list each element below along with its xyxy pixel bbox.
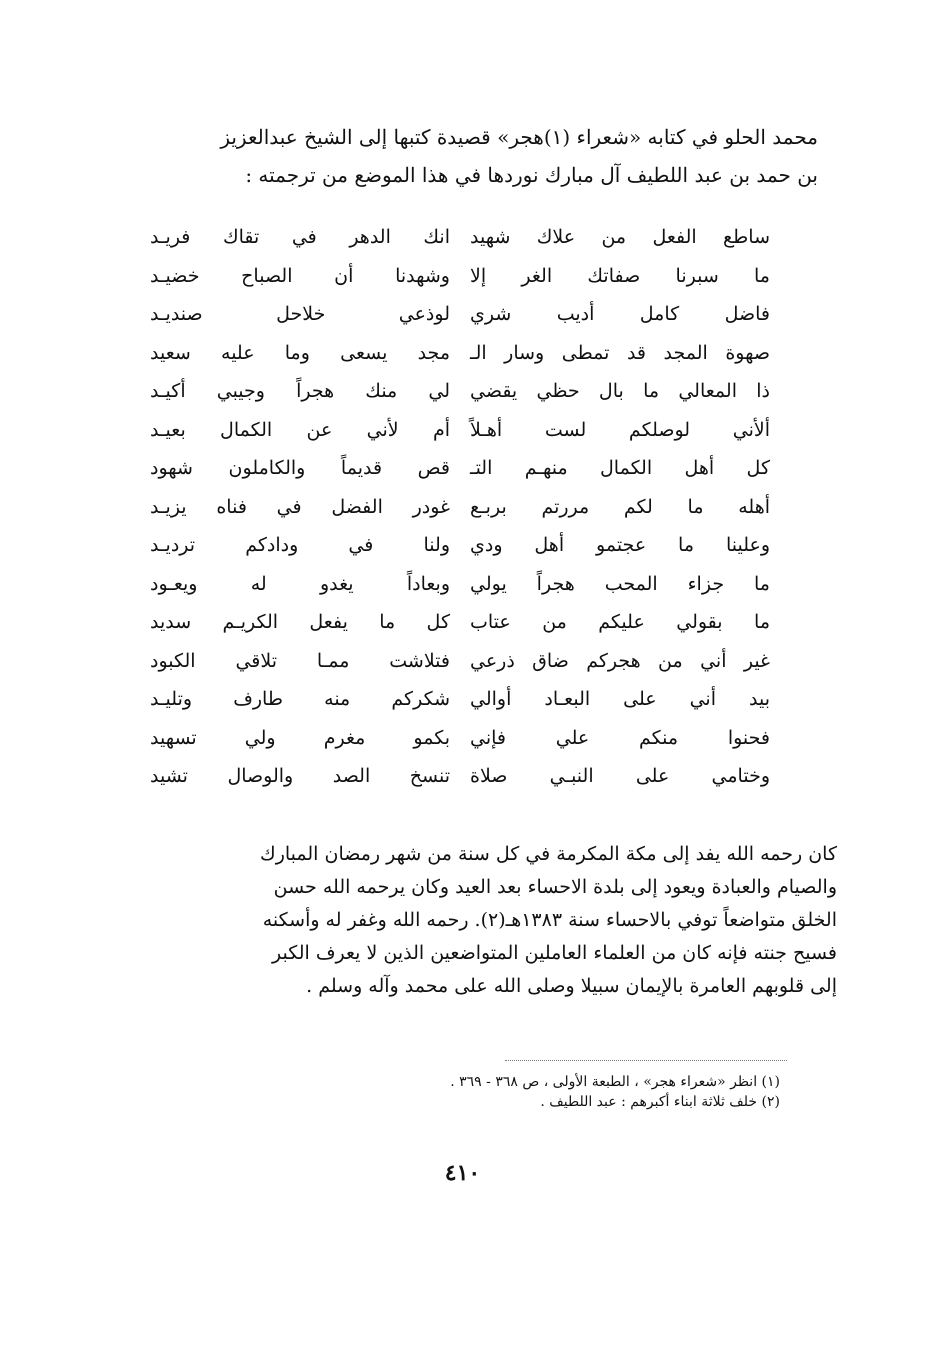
poem-verse [150,372,770,411]
poem-verse [150,488,770,527]
verse-second-hemistich: لي منك هجراً وجيبي أكيـد [150,380,450,403]
verse-first-hemistich: أهله ما لكم مررتم بربـع [470,495,770,518]
verse-second-hemistich: تنسخ الصد والوصال تشيد [150,765,450,788]
prose-line: والصيام والعبادة ويعود إلى بلدة الاحساء بعد العيد وكان يرحمه الله حسن [273,876,837,898]
poem-verse [150,565,770,604]
verse-second-hemistich: مجد يسعى وما عليه سعيد [150,341,450,364]
verse-second-hemistich: كل ما يفعل الكريـم سديد [150,611,450,634]
verse-first-hemistich: كل أهل الكمال منهـم التـ [470,457,770,480]
footnote-separator [505,1060,787,1061]
verse-second-hemistich: شكركم منه طارف وتليـد [150,688,450,711]
verse-first-hemistich: ما بقولي عليكم من عتاب [470,611,770,634]
poem-verse [150,257,770,296]
prose-line: الخلق متواضعاً توفي بالاحساء سنة ١٣٨٣هـ(٢). رحمه الله وغفر له وأسكنه [262,909,837,931]
intro-paragraph [110,118,818,194]
verse-first-hemistich: وعلينا ما عجتمو أهل ودي [470,534,770,557]
verse-first-hemistich: غير أني من هجركم ضاق ذرعي [470,649,770,672]
prose-line: فسيح جنته فإنه كان من العلماء العاملين المتواضعين الذين لا يعرف الكبر [272,942,837,964]
verse-second-hemistich: أم لأني عن الكمال بعيـد [150,418,450,441]
biography-paragraph [105,838,837,1003]
verse-second-hemistich: قص قديماً والكاملون شهود [150,457,450,480]
poem-verse [150,218,770,257]
footnote: (١) انظر «شعراء هجر» ، الطبعة الأولى ، ص ٣٦٨ - ٣٦٩ . [450,1074,780,1090]
footnote: (٢) خلف ثلاثة ابناء أكبرهم : عبد اللطيف . [540,1094,780,1110]
footnotes [310,1072,780,1112]
poem-verse [150,719,770,758]
page-number: ٤١٠ [444,1160,481,1186]
poem-verse [150,603,770,642]
verse-first-hemistich: ما جزاء المحب هجراً يولي [470,572,770,595]
verse-second-hemistich: ولنا في ودادكم ترديـد [150,534,450,557]
intro-line: محمد الحلو في كتابه «شعراء (١)هجر» قصيدة كتبها إلى الشيخ عبدالعزيز [220,125,818,149]
verse-second-hemistich: فتلاشت ممـا تلاقي الكبود [150,649,450,672]
poem [150,218,770,796]
verse-first-hemistich: ألأني لوصلكم لست أهـلاً [470,418,770,441]
poem-verse [150,526,770,565]
verse-second-hemistich: بكمو مغرم ولي تسهيد [150,726,450,749]
verse-first-hemistich: فحنوا منكم علي فإني [470,726,770,749]
verse-second-hemistich: غودر الفضل في فناه يزيـد [150,495,450,518]
prose-line: إلى قلوبهم العامرة بالإيمان سبيلا وصلى الله على محمد وآله وسلم . [306,975,837,997]
verse-first-hemistich: وختامي على النبـي صلاة [470,765,770,788]
verse-first-hemistich: ما سبرنا صفاتك الغر إلا [470,264,770,287]
verse-second-hemistich: انك الدهر في تقاك فريـد [150,226,450,249]
intro-line: بن حمد بن عبد اللطيف آل مبارك نوردها في هذا الموضع من ترجمته : [245,163,818,187]
poem-verse [150,295,770,334]
poem-verse [150,680,770,719]
prose-line: كان رحمه الله يفد إلى مكة المكرمة في كل سنة من شهر رمضان المبارك [260,843,837,865]
poem-verse [150,411,770,450]
poem-verse [150,334,770,373]
verse-first-hemistich: ساطع الفعل من علاك شهيد [470,226,770,249]
verse-first-hemistich: ذا المعالي ما بال حظي يقضي [470,380,770,403]
verse-second-hemistich: وبعاداً يغدو له ويعـود [150,572,450,595]
poem-verse [150,642,770,681]
verse-first-hemistich: صهوة المجد قد تمطى وسار الـ [470,341,770,364]
verse-second-hemistich: وشهدنا أن الصباح خضيـد [150,264,450,287]
poem-verse [150,757,770,796]
poem-verse [150,449,770,488]
verse-first-hemistich: فاضل كامل أديب شري [470,303,770,326]
verse-first-hemistich: بيد أني على البعـاد أوالي [470,688,770,711]
verse-second-hemistich: لوذعي خلاحل صنديـد [150,303,450,326]
